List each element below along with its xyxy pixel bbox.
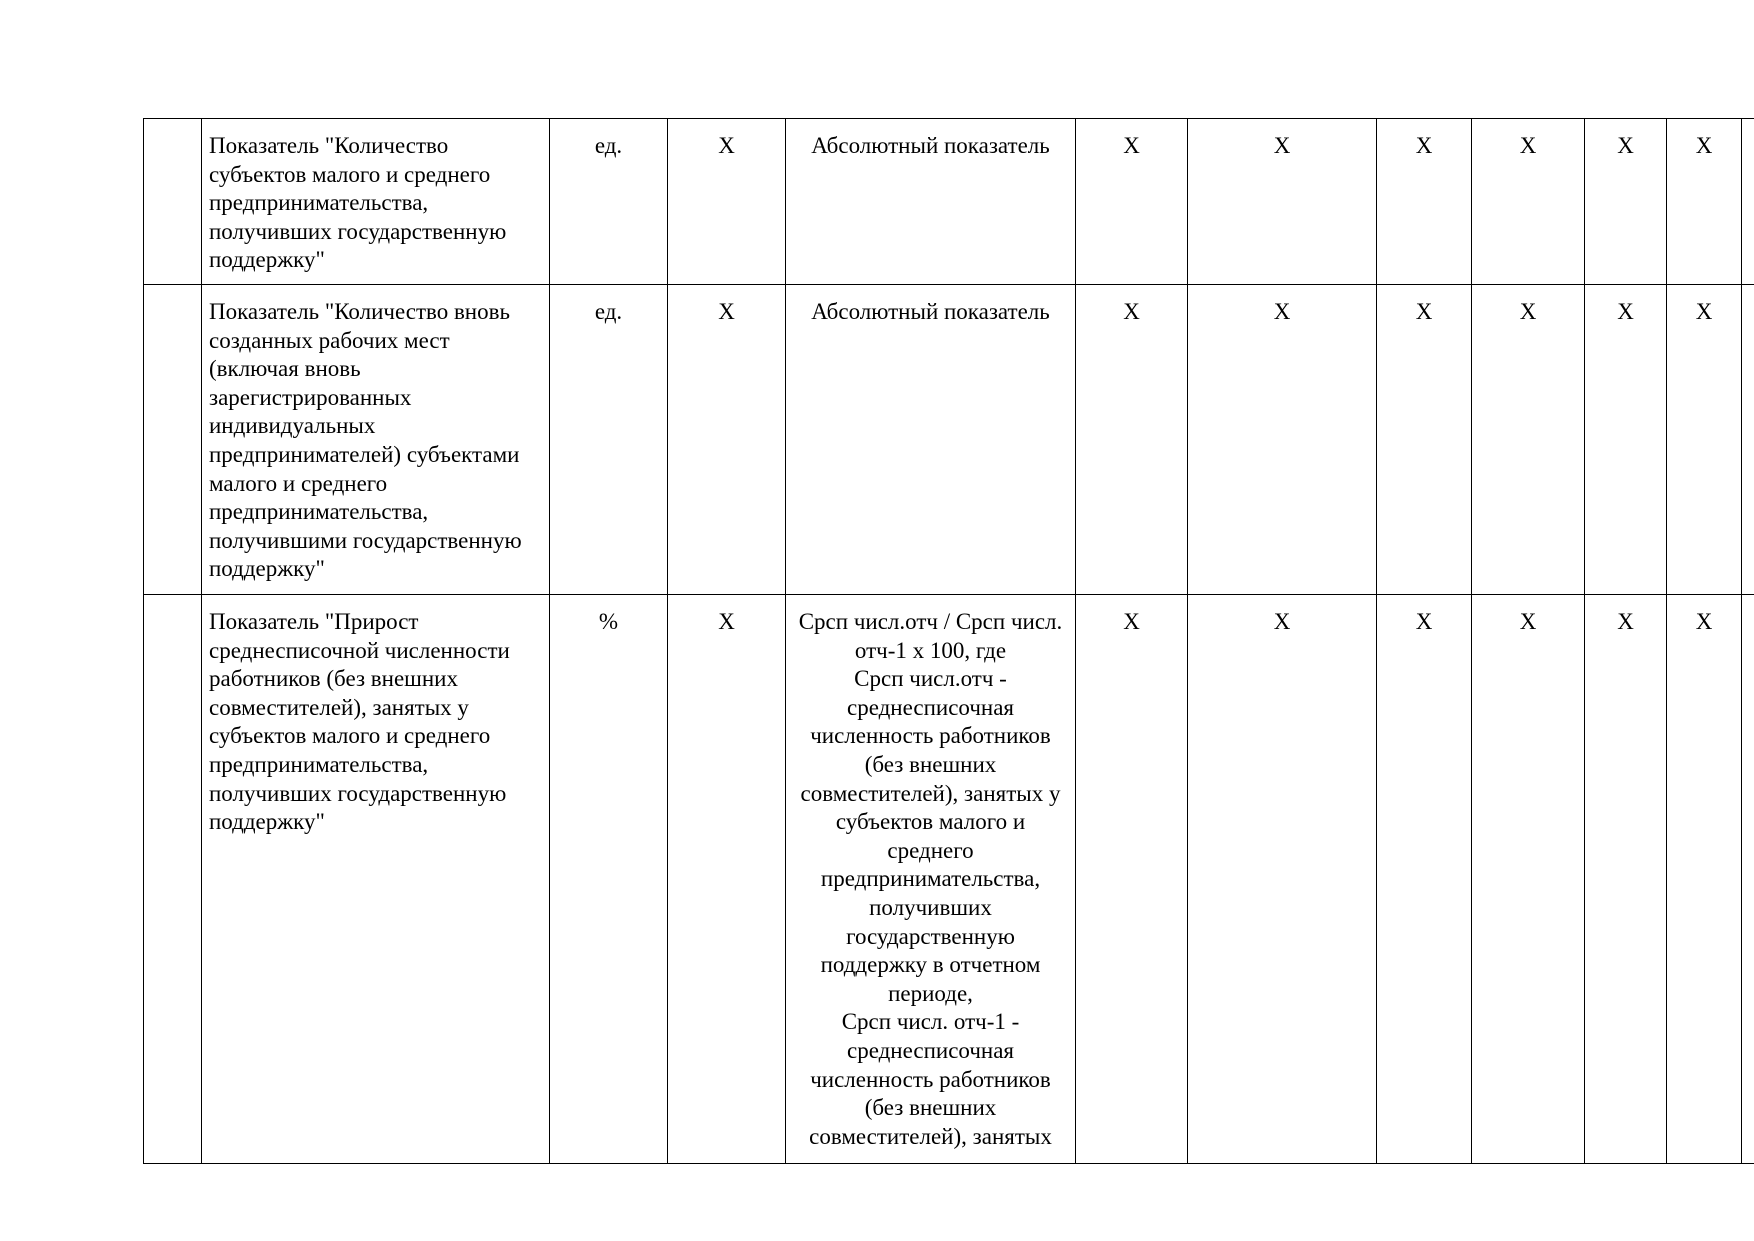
method-line: Срсп числ.отч / Срсп числ. отч-1 x 100, где [798,609,1063,663]
value-cell: X [668,595,786,1164]
row-number-cell [144,285,202,595]
value-cell: X [1472,595,1585,1164]
table-row [144,595,1754,1164]
calculation-method-cell [786,119,1076,285]
unit-cell: ед. [550,119,668,285]
value-cell: X [1188,595,1377,1164]
method-line: Абсолютный показатель [811,133,1050,158]
value-cell: X [668,119,786,285]
value-cell: X [1472,285,1585,595]
value-cell: X [1667,285,1742,595]
value-cell: X [668,285,786,595]
value-cell: X [1472,119,1585,285]
table-row [144,119,1754,285]
value-cell: X [1076,119,1188,285]
row-number-cell [144,595,202,1164]
calculation-method-cell [786,285,1076,595]
value-cell: X [1585,119,1667,285]
value-cell: X [1188,119,1377,285]
indicator-name-cell: Показатель "Количество субъектов малого и среднего предпринимательства, получивших государственную поддержку" [202,119,550,285]
value-cell: X [1188,285,1377,595]
value-cell: X [1667,595,1742,1164]
unit-cell: ед. [550,285,668,595]
row-number-cell [144,119,202,285]
unit-cell: % [550,595,668,1164]
value-cell: X [1667,119,1742,285]
truncated-cell [1742,119,1754,285]
calculation-method-cell [786,595,1076,1164]
truncated-cell [1742,595,1754,1164]
value-cell: X [1076,285,1188,595]
value-cell: X [1585,285,1667,595]
value-cell: X [1585,595,1667,1164]
method-line: Срсп числ. отч-1 - среднесписочная численность работников (без внешних совместителей), занятых [809,1009,1052,1149]
value-cell: X [1377,285,1472,595]
truncated-cell [1742,285,1754,595]
value-cell: X [1076,595,1188,1164]
indicator-name-cell: Показатель "Прирост среднесписочной численности работников (без внешних совместителей), занятых у субъектов малого и среднего предпринимательства, получивших государственную поддержку" [202,595,550,1164]
indicator-name-cell: Показатель "Количество вновь созданных рабочих мест (включая вновь зарегистрированных индивидуальных предпринимателей) субъектами малого и среднего предпринимательства, получившими государственную поддержку" [202,285,550,595]
method-line: Срсп числ.отч - среднесписочная численность работников (без внешних совместителей), занятых у субъектов малого и среднего предпринимательства, получивших государственную поддержку в отчетном периоде, [800,666,1061,1006]
table-row [144,285,1754,595]
value-cell: X [1377,119,1472,285]
method-line: Абсолютный показатель [811,299,1050,324]
indicator-table [143,118,1754,1164]
value-cell: X [1377,595,1472,1164]
